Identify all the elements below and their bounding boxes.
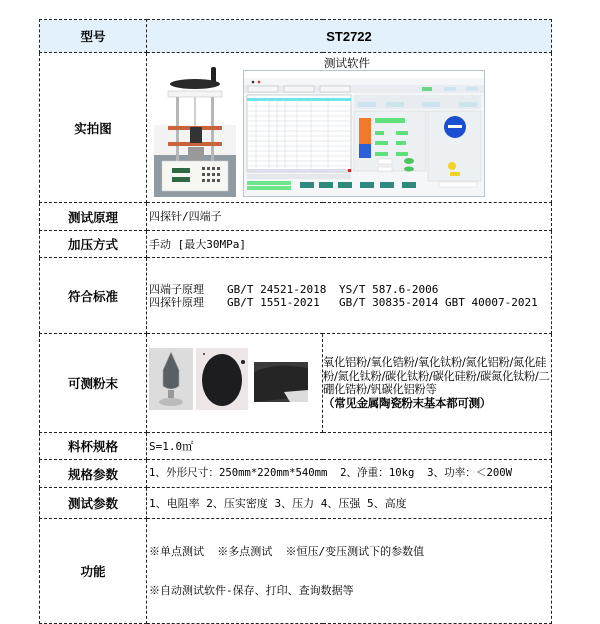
model-value: ST2722: [147, 20, 552, 53]
principle-value: 四探针/四端子: [147, 203, 552, 231]
powder-images-cell: [147, 334, 323, 433]
label-standards: 符合标准: [40, 258, 147, 334]
label-photo: 实拍图: [40, 53, 147, 203]
row-specs: [40, 460, 552, 488]
functions-value: [147, 519, 552, 624]
row-functions: [40, 519, 552, 624]
powder-pile-image: [196, 348, 248, 410]
powder-note: （常见金属陶瓷粉末基本都可测）: [323, 395, 491, 410]
label-model: 型号: [40, 20, 147, 53]
software-caption: 测试软件: [324, 56, 370, 70]
powder-heap-image: [254, 362, 308, 402]
standard-line: 四端子原理 GB/T 24521-2018 YS/T 587.6-2006: [149, 282, 439, 296]
row-params: [40, 488, 552, 519]
label-params: 测试参数: [40, 488, 147, 519]
standards-value: [147, 258, 552, 334]
functions-line-2: ※自动测试软件-保存、打印、查询数据等: [149, 584, 354, 597]
label-functions: 功能: [40, 519, 147, 624]
label-cup: 料杯规格: [40, 433, 147, 460]
row-pressure: [40, 231, 552, 258]
cup-value: S=1.0㎡: [147, 433, 552, 460]
powder-list-cell: [323, 334, 552, 433]
row-principle: [40, 203, 552, 231]
pressure-value: 手动 [最大30MPa]: [147, 231, 552, 258]
row-powders: [40, 334, 552, 433]
label-pressure: 加压方式: [40, 231, 147, 258]
row-model: [40, 20, 552, 53]
label-principle: 测试原理: [40, 203, 147, 231]
row-standards: [40, 258, 552, 334]
powder-list: 氧化铝粉/氧化锆粉/氧化钛粉/氮化铝粉/氮化硅粉/氮化钛粉/碳化钛粉/碳化硅粉/碳氮化钛粉/二硼化锆粉/钒碳化铝粉等: [323, 356, 550, 396]
spec-table: [39, 19, 552, 624]
photo-cell: [147, 53, 552, 203]
software-screenshot: [243, 70, 485, 197]
label-specs: 规格参数: [40, 460, 147, 488]
row-cup: [40, 433, 552, 460]
params-value: 1、电阻率 2、压实密度 3、压力 4、压强 5、高度: [147, 488, 552, 519]
standard-line: 四探针原理 GB/T 1551-2021 GB/T 30835-2014 GBT 40007-2021: [149, 295, 538, 309]
label-powders: 可测粉末: [40, 334, 147, 433]
row-photo: [40, 53, 552, 203]
device-photo: [154, 65, 236, 197]
specs-value: 1、外形尺寸：250mm*220mm*540mm 2、净重：10kg 3、功率：＜200W: [147, 460, 552, 488]
functions-line-1: ※单点测试 ※多点测试 ※恒压/变压测试下的参数值: [149, 545, 425, 558]
powder-flask-image: [149, 348, 193, 410]
